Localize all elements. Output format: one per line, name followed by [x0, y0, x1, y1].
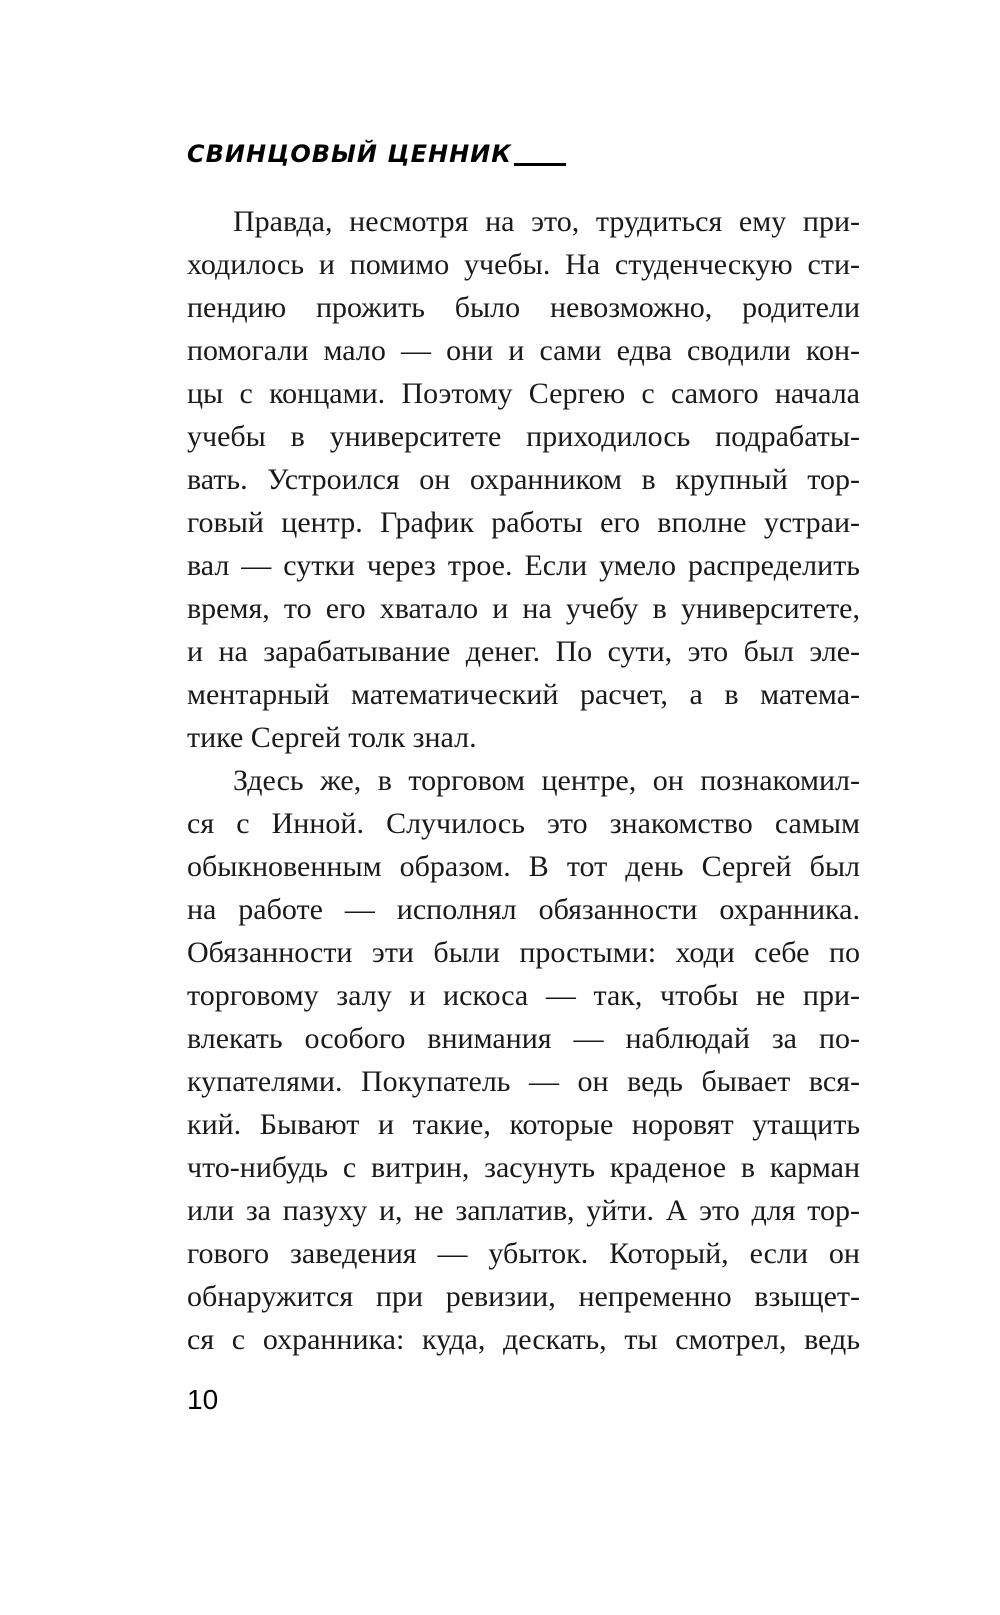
text-line: Обязанности эти были простыми: ходи себе по [187, 936, 860, 969]
running-header [187, 128, 566, 168]
text-line: ходилось и помимо учебы. На студенческую сти- [187, 248, 860, 281]
text-line: пендию прожить было невозможно, родители [187, 291, 860, 324]
text-line: вал — сутки через трое. Если умело распределить [187, 549, 860, 582]
text-line: торговому залу и искоса — так, чтобы не при- [187, 979, 860, 1012]
text-line: тике Сергей толк знал. [187, 721, 477, 754]
paragraph-2 [187, 759, 860, 1361]
text-line: Правда, несмотря на это, трудиться ему при- [233, 205, 860, 238]
text-line: и на зарабатывание денег. По сути, это был эле- [187, 635, 860, 668]
text-line: помогали мало — они и сами едва сводили кон- [187, 334, 860, 367]
text-line: кий. Бывают и такие, которые норовят утащить [187, 1108, 860, 1141]
text-line: цы с концами. Поэтому Сергею с самого начала [187, 377, 860, 410]
page-number: 10 [187, 1384, 219, 1415]
text-line: обыкновенным образом. В тот день Сергей был [187, 850, 860, 883]
paragraph-1 [187, 200, 860, 759]
text-line: ся с охранника: куда, дескать, ты смотрел, ведь [187, 1323, 860, 1356]
text-line: обнаружится при ревизии, непременно взыщет- [187, 1280, 860, 1313]
text-line: влекать особого внимания — наблюдай за по- [187, 1022, 860, 1055]
text-line: время, то его хватало и на учебу в университете, [187, 592, 860, 625]
text-line: вать. Устроился он охранником в крупный тор- [187, 463, 860, 496]
text-line: учебы в университете приходилось подрабаты- [187, 420, 860, 453]
body-text [187, 200, 860, 1361]
running-header-rule [514, 163, 566, 166]
text-line: на работе — исполнял обязанности охранника. [187, 893, 860, 926]
text-line: гового заведения — убыток. Который, если он [187, 1237, 860, 1270]
text-line: или за пазуху и, не заплатив, уйти. А это для тор- [187, 1194, 860, 1227]
text-line: говый центр. График работы его вполне устраи- [187, 506, 860, 539]
text-line: купателями. Покупатель — он ведь бывает вся- [187, 1065, 860, 1098]
text-line: ментарный математический расчет, а в матема- [187, 678, 860, 711]
text-line: Здесь же, в торговом центре, он познакомил- [233, 764, 860, 797]
running-header-title: СВИНЦОВЫЙ ЦЕННИК [187, 140, 512, 168]
text-line: ся с Инной. Случилось это знакомство самым [187, 807, 860, 840]
text-line: что-нибудь с витрин, засунуть краденое в карман [187, 1151, 860, 1184]
